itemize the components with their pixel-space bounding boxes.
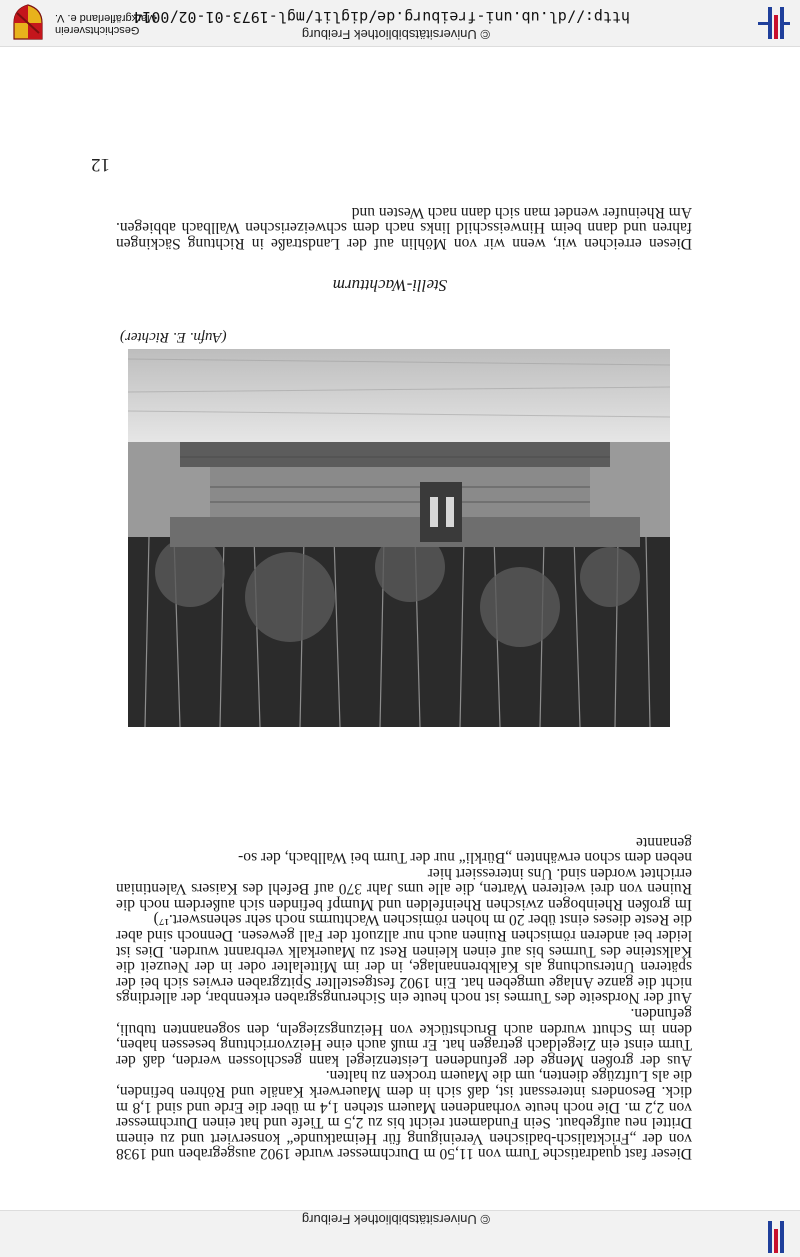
copyright-text: © Universitätsbibliothek Freiburg [301, 27, 490, 42]
body-paragraph-1: neben dem schon erwähnten „Bürkli“ nur der Turm bei Wallbach, der so- genannte [238, 833, 692, 867]
intro-paragraph: Diesen erreichen wir, wenn wir von Möhlin auf der Landstraße in Richtung Säckingen fahren und dann beim Hinweisschild links nach dem schweizerischen Wallbach abbiegen. Am Rheinufer wendet man sich dann nach Westen und [116, 203, 692, 252]
body-text [116, 757, 692, 1177]
org-name-line2: Markgräflerland e. V. [55, 12, 157, 24]
photo-credit: (Aufn. E. Richter) [120, 329, 227, 345]
figure-caption: Stelli-Wachtturm [332, 276, 448, 295]
body-paragraph-2: Im großen Rheinbogen zwischen Rheinfelden und Mumpf befinden sich außerdem noch die Ruinen von drei weiteren Warten, die alle ums Jahr 370 auf Befehl des Kaisers Valentinian errichtet worden sind. Uns interessiert hier [116, 864, 692, 913]
tower-ruin-illustration [128, 349, 670, 727]
body-paragraph-5: Dieser fast quadratische Turm von 11,50 m Durchmesser wurde 1902 ausgegraben und 1938 von der „Fricktalisch-badischen Vereinigung für Heimatkunde“ konserviert und zu einem Drittel neu aufgebaut. Sein Fundament reicht bis zu 2,5 m Tiefe und hat einen Durchmesser von 2,2 m. Die noch heute vorhandenen Mauern stehen 1,4 m über die Erde und sind 1,8 m dick. Besonders interessant ist, daß sich in dem Mauerwerk Kanäle und Röhren befinden, die als Luftzüge dienten, um die Mauern trocken zu halten. [116, 1067, 692, 1163]
page-number: 12 [91, 154, 110, 175]
org-name-line1: Geschichtsverein [55, 24, 140, 36]
body-paragraph-4: Aus der großen Menge der gefundenen Leistenziegel kann geschlossen werden, daß der Turm einst ein Ziegeldach getragen hat. Er muß auch eine Heizvorrichtung besessen haben, denn im Schutt wurden auch Bruchstücke von Heizungsziegeln, den sogenannten tubuli, gefunden. [116, 1005, 692, 1069]
university-logo-icon-footer [754, 1217, 794, 1257]
document-url[interactable]: http://dl.ub.uni-freiburg.de/diglit/mgl-1973-01-02/0014 [133, 8, 630, 26]
tower-ruin-photo [128, 349, 670, 727]
viewer-footer [0, 1210, 800, 1257]
viewer-header [0, 0, 800, 47]
university-logo-icon [754, 3, 794, 43]
footer-copyright-text: © Universitätsbibliothek Freiburg [301, 1212, 490, 1227]
coat-of-arms-icon [8, 3, 48, 43]
body-paragraph-3: Auf der Nordseite des Turmes ist noch heute ein Sicherungsgraben erkennbar, der allerdings nicht die ganze Anlage umgeben hat. Ein 1902 festgestellter Spitzgraben erwies sich bei der späteren Untersuchung als Kalkbrennanlage, in der im Mittelalter oder in der Neuzeit die Kalksteine des Turmes bis auf einen kleinen Rest zu Mauerkalk verbrannt wurden. Dies ist leider bei anderen römischen Ruinen auch nur allzuoft der Fall gewesen. Dennoch sind aber die Reste dieses einst über 20 m hohen römischen Wachturms noch sehr sehenswert.¹⁷) [116, 911, 692, 1007]
